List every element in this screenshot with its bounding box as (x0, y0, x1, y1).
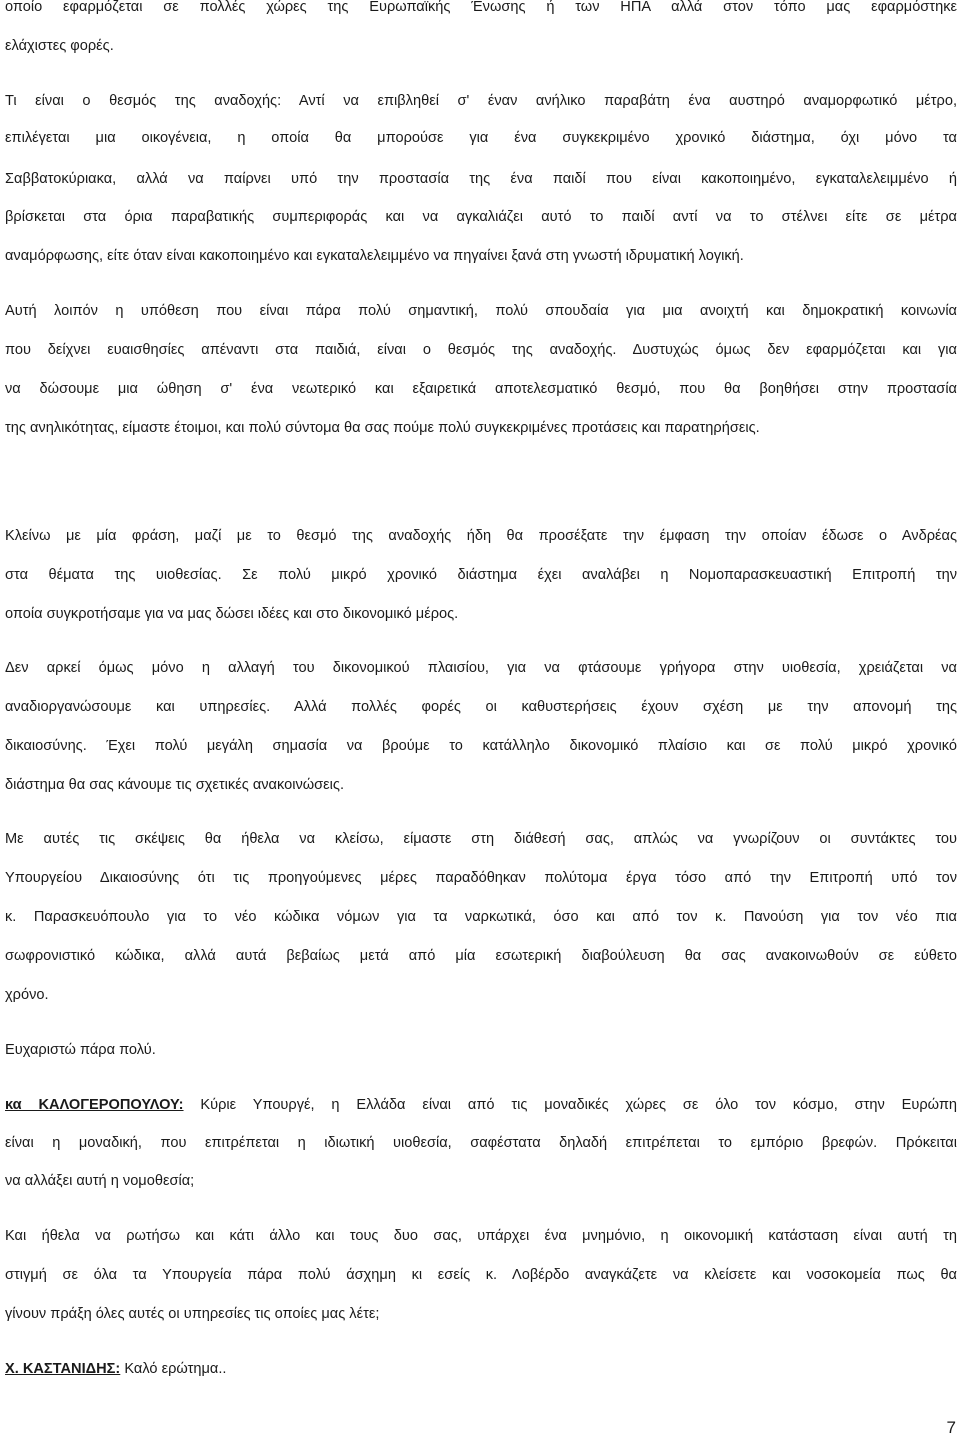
text-line: χρόνο. (5, 987, 49, 1003)
text-line: γίνουν πράξη όλες αυτές οι υπηρεσίες τις οποίες μας λέτε; (5, 1306, 380, 1322)
text-line: Και ήθελα να ρωτήσω και κάτι άλλο και τους δυο σας, υπάρχει ένα μνημόνιο, η οικονομική κατάσταση είναι αυτή τη (5, 1228, 957, 1244)
text-line: Τι είναι ο θεσμός της αναδοχής: Αντί να επιβληθεί σ' έναν ανήλικο παραβάτη ένα αυστηρό αναμορφωτικό μέτρο, (5, 93, 957, 109)
speaker-name: κα ΚΑΛΟΓΕΡΟΠΟΥΛΟΥ: (5, 1097, 184, 1113)
text-line: οποία συγκροτήσαμε για να μας δώσει ιδέες και στο δικονομικό μέρος. (5, 606, 459, 622)
speaker-name: Χ. ΚΑΣΤΑΝΙΔΗΣ: (5, 1361, 121, 1377)
text-line: Ευχαριστώ πάρα πολύ. (5, 1042, 156, 1058)
speaker-text: Καλό ερώτημα.. (120, 1361, 227, 1377)
text-line: διάστημα θα σας κάνουμε τις σχετικές ανακοινώσεις. (5, 777, 344, 793)
text-line: που δείχνει ευαισθησίες απέναντι στα παιδιά, είναι ο θεσμός της αναδοχής. Δυστυχώς όμως δεν εφαρμόζεται και για (5, 342, 957, 358)
text-line: να αλλάξει αυτή η νομοθεσία; (5, 1173, 195, 1189)
text-line: Κλείνω με μία φράση, μαζί με το θεσμό της αναδοχής ήδη θα προσέξατε την έμφαση την οποίαν έδωσε ο Ανδρέας (5, 528, 957, 544)
text-line: της ανηλικότητας, είμαστε έτοιμοι, και πολύ σύντομα θα σας πούμε πολύ συγκεκριμένες προτάσεις και παρατηρήσεις. (5, 420, 760, 436)
text-line: να δώσουμε μια ώθηση σ' ένα νεωτερικό και εξαιρετικά αποτελεσματικό θεσμό, που θα βοηθήσει στην προστασία (5, 381, 957, 397)
text-line: ελάχιστες φορές. (5, 38, 114, 54)
text-line: επιλέγεται μια οικογένεια, η οποία θα μπορούσε για ένα συγκεκριμένο χρονικό διάστημα, όχι μόνο τα (5, 130, 957, 146)
speaker-line (5, 1359, 957, 1379)
text-line: είναι η μοναδική, που επιτρέπεται η ιδιωτική υιοθεσία, σαφέστατα δηλαδή επιτρέπεται το εμπόριο βρεφών. Πρόκειται (5, 1135, 957, 1151)
text-line: Υπουργείου Δικαιοσύνης ότι τις προηγούμενες μέρες παραδόθηκαν πολύτομα έργα τόσο από την Επιτροπή υπό τον (5, 870, 957, 886)
speaker-line (5, 1095, 957, 1115)
text-line: κ. Παρασκευόπουλο για το νέο κώδικα νόμων για τα ναρκωτικά, όσο και από τον κ. Πανούση για τον νέο πια (5, 909, 957, 925)
page-number: 7 (946, 1418, 956, 1437)
text-line: σωφρονιστικό κώδικα, αλλά αυτά βεβαίως μετά από μία εσωτερική διαβούλευση θα σας ανακοινωθούν σε εύθετο (5, 948, 957, 964)
text-line: Σαββατοκύριακα, αλλά να παίρνει υπό την προστασία της ένα παιδί που είναι κακοποιημένο, εγκαταλελειμμένο ή (5, 171, 957, 187)
speaker-text: Κύριε Υπουργέ, η Ελλάδα είναι από τις μοναδικές χώρες σε όλο τον κόσμο, στην Ευρώπη (183, 1097, 958, 1113)
text-line: αναδιοργανώσουμε και υπηρεσίες. Αλλά πολλές φορές οι καθυστερήσεις έχουν σχέση με την απονομή της (5, 699, 957, 715)
text-line: βρίσκεται στα όρια παραβατικής συμπεριφοράς και να αγκαλιάζει αυτό το παιδί αντί να το στέλνει είτε σε μέτρα (5, 209, 957, 225)
text-line: Δεν αρκεί όμως μόνο η αλλαγή του δικονομικού πλαισίου, για να φτάσουμε γρήγορα στην υιοθεσία, χρειάζεται να (5, 660, 957, 676)
text-line: δικαιοσύνης. Έχει πολύ μεγάλη σημασία να βρούμε το κατάλληλο δικονομικό πλαίσιο και σε πολύ μικρό χρονικό (5, 738, 957, 754)
text-line: αναμόρφωσης, είτε όταν είναι κακοποιημένο και εγκαταλελειμμένο να πηγαίνει ξανά στη γνωστή ιδρυματική λογική. (5, 248, 744, 264)
text-line: οποίο εφαρμόζεται σε πολλές χώρες της Ευρωπαϊκής Ένωσης ή των ΗΠΑ αλλά στον τόπο μας εφαρμόστηκε (5, 0, 957, 15)
text-line: στα θέματα της υιοθεσίας. Σε πολύ μικρό χρονικό διάστημα έχει αναλάβει η Νομοπαρασκευαστική Επιτροπή την (5, 567, 957, 583)
text-line: Με αυτές τις σκέψεις θα ήθελα να κλείσω, είμαστε στη διάθεσή σας, απλώς να γνωρίζουν οι συντάκτες του (5, 831, 957, 847)
text-line: στιγμή σε όλα τα Υπουργεία πάρα πολύ άσχημη κι εσείς κ. Λοβέρδο αναγκάζετε να κλείσετε και νοσοκομεία πως θα (5, 1267, 957, 1283)
text-line: Αυτή λοιπόν η υπόθεση που είναι πάρα πολύ σημαντική, πολύ σπουδαία για μια ανοιχτή και δημοκρατική κοινωνία (5, 303, 957, 319)
